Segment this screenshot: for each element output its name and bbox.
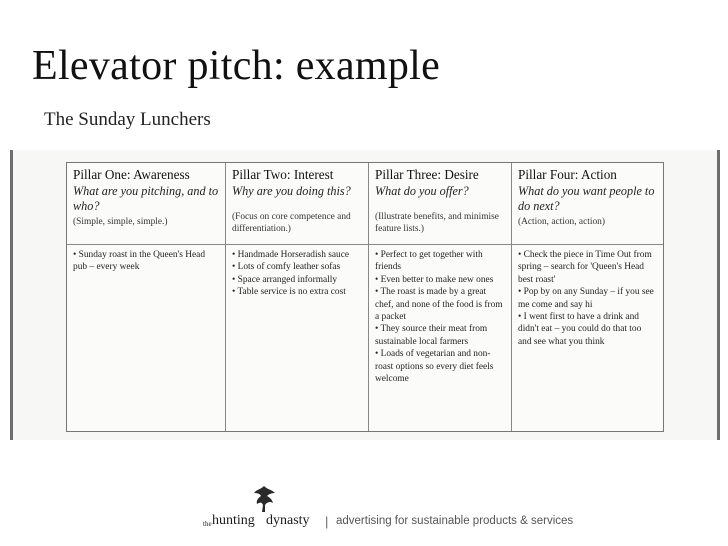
bird-icon: [252, 484, 276, 514]
pillar-one-header-cell: [67, 163, 226, 245]
list-item: • Pop by on any Sunday – if you see me come and say hi: [518, 287, 654, 310]
logo-word-hunting: hunting: [212, 513, 255, 528]
pillar-four-header-cell: [512, 163, 663, 245]
pillar-three-question: What do you offer?: [375, 184, 469, 198]
pillar-three-title: Pillar Three: Desire: [375, 167, 479, 182]
pillar-four-body-cell: [512, 245, 663, 431]
pillar-two-body-cell: [226, 245, 369, 431]
pillar-two-list: [232, 249, 362, 299]
pillar-one-title: Pillar One: Awareness: [73, 167, 190, 182]
footer-separator: |: [325, 514, 329, 529]
pillar-four-question: What do you want people to do next?: [518, 184, 655, 213]
pillar-one-question: What are you pitching, and to who?: [73, 184, 219, 213]
footer-tagline: advertising for sustainable products & services: [336, 515, 574, 527]
list-item: • I went first to have a drink and didn't eat – you could do that too and see what you think: [518, 312, 642, 347]
pillar-one-note: (Simple, simple, simple.): [73, 217, 168, 227]
frame-edge-left: [10, 150, 13, 440]
hunting-dynasty-logo: [200, 500, 320, 536]
list-item: • Table service is no extra cost: [232, 287, 346, 298]
list-item: • Sunday roast in the Queen's Head pub – every week: [73, 250, 206, 273]
pillar-three-body-cell: [369, 245, 512, 431]
pillar-two-note: (Focus on core competence and differentiation.): [232, 211, 351, 234]
list-item: • Loads of vegetarian and non-roast options so every diet feels welcome: [375, 349, 494, 385]
pillar-one-body-cell: [67, 245, 226, 431]
footer: [200, 500, 580, 540]
list-item: • Perfect to get together with friends: [375, 250, 483, 273]
pillar-two-title: Pillar Two: Interest: [232, 167, 334, 182]
pillars-table: [66, 162, 664, 432]
pillar-four-list: [518, 249, 657, 348]
slide-subtitle: The Sunday Lunchers: [44, 109, 211, 130]
list-item: • Handmade Horseradish sauce: [232, 250, 350, 260]
pillar-two-header-cell: [226, 163, 369, 245]
list-item: • Even better to make new ones: [375, 274, 494, 285]
list-item: • Lots of comfy leather sofas: [232, 262, 341, 273]
list-item: • They source their meat from sustainable local farmers: [375, 324, 488, 347]
list-item: • The roast is made by a great chef, and none of the food is from a packet: [375, 287, 503, 323]
pillar-three-note: (Illustrate benefits, and minimise feature lists.): [375, 211, 499, 234]
logo-the-text: the: [203, 520, 212, 528]
pillar-three-list: [375, 249, 505, 385]
list-item: • Check the piece in Time Out from spring – search for 'Queen's Head best roast': [518, 250, 652, 285]
logo-word-dynasty: dynasty: [266, 513, 310, 528]
frame-edge-right: [717, 150, 720, 440]
pillar-two-question: Why are you doing this?: [232, 184, 351, 198]
pillar-three-header-cell: [369, 163, 512, 245]
pillar-four-note: (Action, action, action): [518, 217, 605, 227]
list-item: • Space arranged informally: [232, 274, 338, 285]
slide-title: Elevator pitch: example: [32, 43, 441, 89]
pillar-four-title: Pillar Four: Action: [518, 167, 617, 182]
pillar-one-list: [73, 249, 219, 274]
